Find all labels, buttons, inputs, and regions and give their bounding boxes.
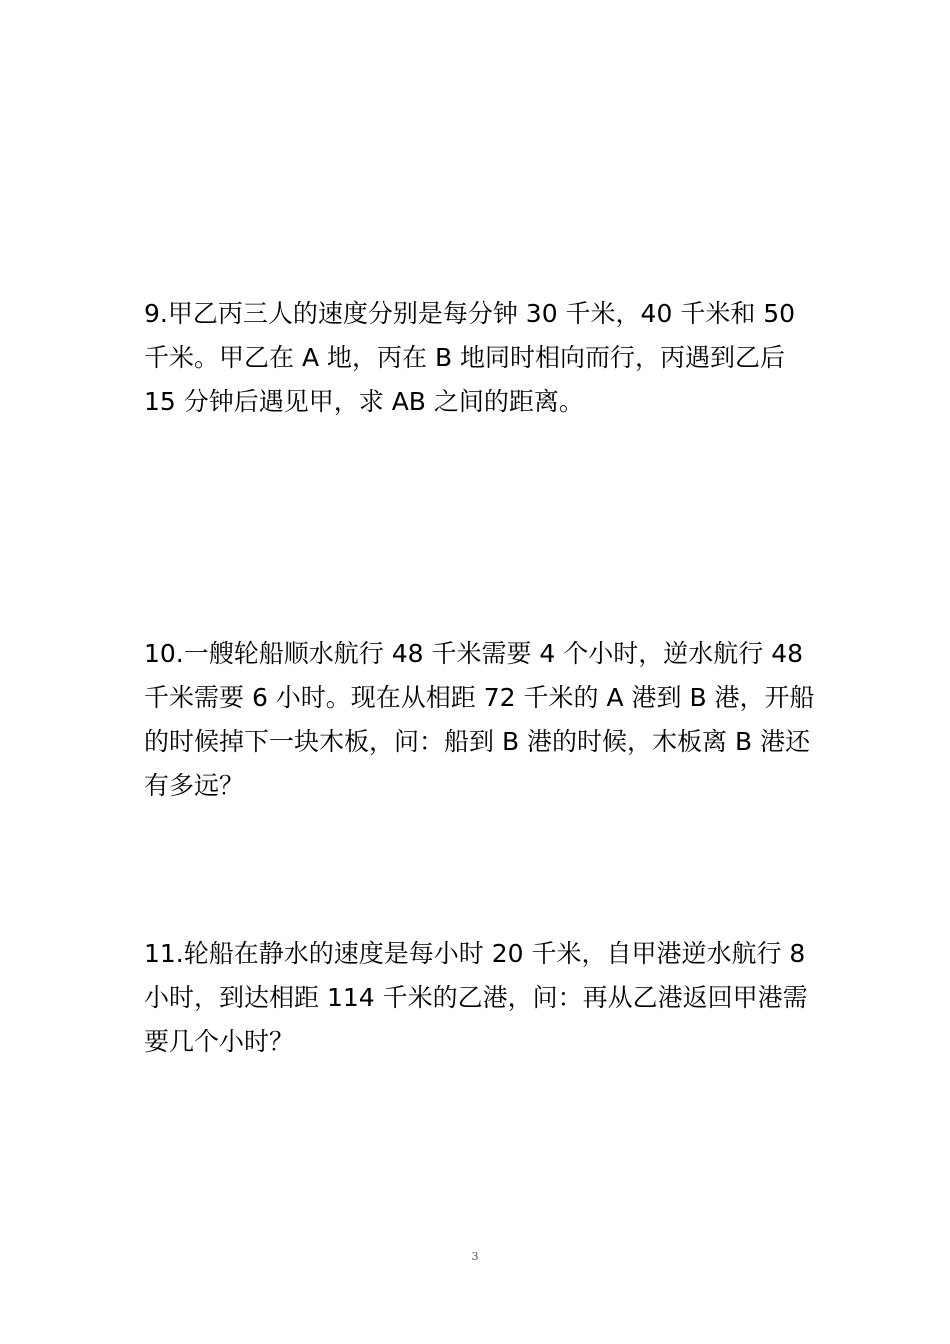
problem-11-line-1: 11.轮船在静水的速度是每小时 20 千米，自甲港逆水航行 8 <box>144 939 806 968</box>
problem-9-line-1: 9.甲乙丙三人的速度分别是每分钟 30 千米，40 千米和 50 <box>144 299 796 328</box>
problem-9 <box>144 292 814 424</box>
problem-10-line-4: 有多远？ <box>144 771 245 800</box>
problem-10-line-2: 千米需要 6 小时。现在从相距 72 千米的 A 港到 B 港，开船 <box>144 683 815 712</box>
problem-11-line-2: 小时，到达相距 114 千米的乙港，问：再从乙港返回甲港需 <box>144 983 808 1012</box>
page-number: 3 <box>471 1250 479 1263</box>
problem-10-line-1: 10.一艘轮船顺水航行 48 千米需要 4 个小时，逆水航行 48 <box>144 639 804 668</box>
problem-11 <box>144 932 814 1064</box>
problem-10-line-3: 的时候掉下一块木板，问：船到 B 港的时候，木板离 B 港还 <box>144 727 811 756</box>
problem-9-line-2: 千米。甲乙在 A 地，丙在 B 地同时相向而行，丙遇到乙后 <box>144 343 786 372</box>
problem-9-line-3: 15 分钟后遇见甲，求 AB 之间的距离。 <box>144 387 584 416</box>
problem-10 <box>144 632 814 808</box>
problem-11-line-3: 要几个小时？ <box>144 1027 295 1056</box>
